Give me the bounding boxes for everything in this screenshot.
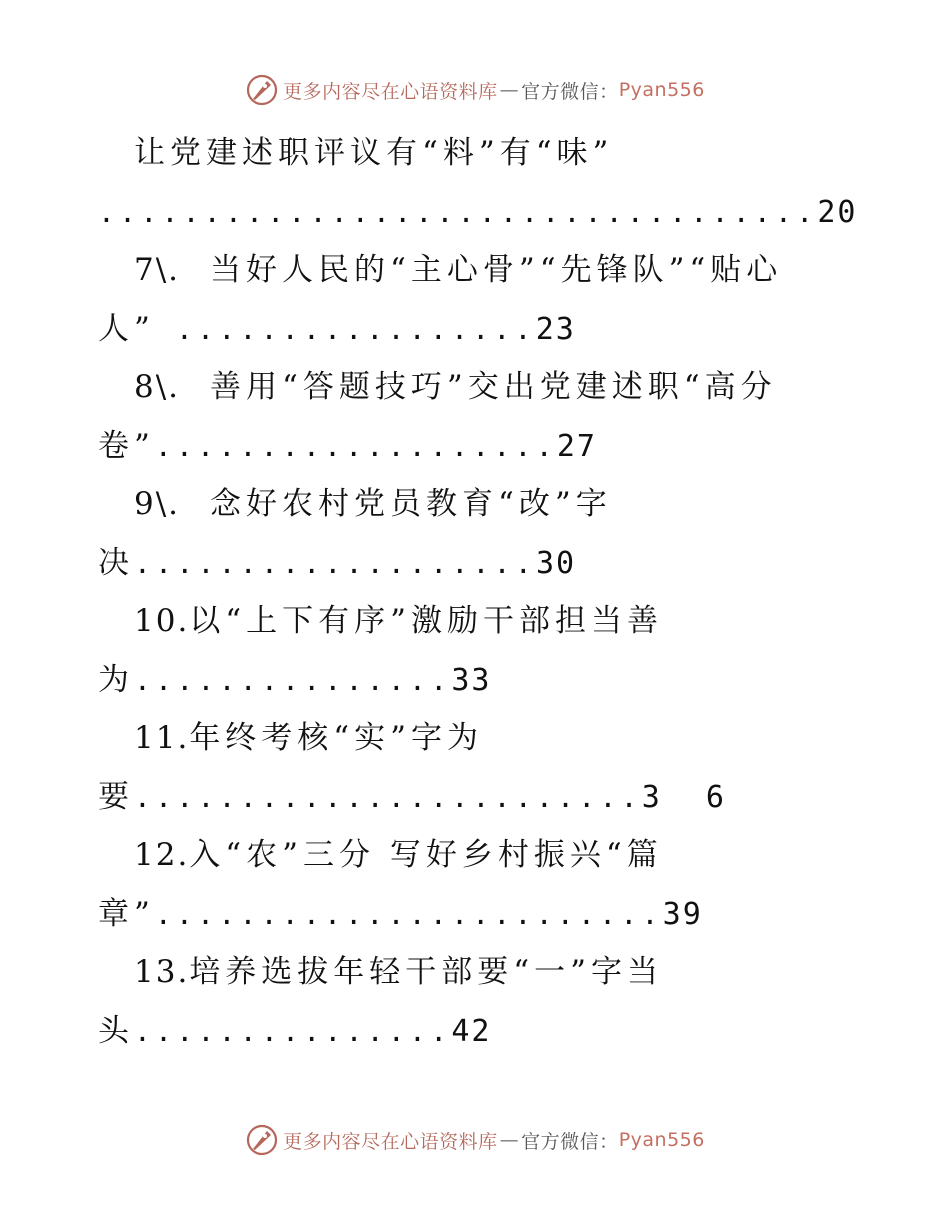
- toc-line: [98, 241, 858, 300]
- banner-wechat-label: 官方微信：: [521, 80, 619, 103]
- toc-leader-dots: ...............: [134, 1014, 452, 1048]
- toc-leader-dots: ...................: [154, 429, 557, 463]
- toc-line: [98, 358, 858, 417]
- table-of-contents: [98, 124, 858, 1060]
- toc-entry-title: 决: [98, 544, 134, 581]
- toc-entry-title: 年终考核“实”字为: [189, 720, 484, 756]
- banner-wechat-label: 官方微信：: [521, 1130, 619, 1153]
- toc-entry-number: 11.: [134, 720, 190, 756]
- toc-page-number: 20: [817, 194, 858, 230]
- toc-line: [98, 651, 858, 710]
- banner-dash: —: [499, 79, 520, 101]
- toc-leader-dots: ..................................: [98, 195, 818, 229]
- toc-page-number: 33: [451, 662, 492, 698]
- toc-leader-dots: ...............: [134, 663, 452, 697]
- toc-entry-title: 章”: [98, 895, 155, 932]
- toc-leader-dots: ........................: [134, 780, 642, 814]
- toc-line: [98, 124, 858, 183]
- banner-dash: —: [499, 1129, 520, 1151]
- toc-entry-title: 入“农”三分 写好乡村振兴“篇: [189, 837, 663, 873]
- toc-entry-title: 人”: [98, 310, 155, 347]
- pen-nib-icon: [245, 73, 279, 107]
- toc-line: [98, 885, 858, 944]
- toc-page-number: 27: [556, 428, 597, 464]
- toc-entry-title: 当好人民的“主心骨”“先锋队”“贴心: [210, 252, 783, 288]
- toc-leader-dots: ........................: [154, 897, 663, 931]
- toc-entry-title: 头: [98, 1012, 134, 1049]
- toc-entry-title: 要: [98, 778, 134, 815]
- toc-line: [98, 826, 858, 885]
- banner-text: 更多内容尽在心语资料库: [283, 1130, 498, 1153]
- toc-page-number: 39: [662, 896, 703, 932]
- toc-entry-title: 为: [98, 661, 134, 698]
- banner-text: 更多内容尽在心语资料库: [283, 80, 498, 103]
- toc-entry-number: 10.: [134, 603, 190, 639]
- toc-page-number: 42: [451, 1013, 492, 1049]
- toc-line: [98, 183, 858, 242]
- toc-entry-number: 9\.: [134, 486, 181, 522]
- toc-entry-title: 以“上下有序”激励干部担当善: [189, 603, 664, 639]
- toc-entry-title: 培养选拔年轻干部要“一”字当: [189, 954, 664, 990]
- toc-line: [98, 300, 858, 359]
- toc-line: [98, 709, 858, 768]
- toc-entry-number: 7\.: [134, 252, 181, 288]
- toc-line: [98, 943, 858, 1002]
- toc-entry-title: 念好农村党员教育“改”字: [210, 486, 612, 522]
- toc-line: [98, 1002, 858, 1061]
- toc-page-number: 30: [536, 545, 577, 581]
- banner-account: Pyan556: [618, 1129, 705, 1151]
- pen-nib-icon: [245, 1123, 279, 1157]
- toc-line: [98, 417, 858, 476]
- toc-entry-number: 8\.: [134, 369, 181, 405]
- toc-line: [98, 475, 858, 534]
- toc-entry-title: 善用“答题技巧”交出党建述职“高分: [210, 369, 777, 405]
- toc-leader-dots: ...................: [134, 546, 536, 580]
- toc-page-number: 3 6: [641, 779, 738, 815]
- toc-line: [98, 592, 858, 651]
- toc-line: [98, 534, 858, 593]
- toc-entry-title: 让党建述职评议有“料”有“味”: [134, 135, 614, 171]
- toc-entry-title: 卷”: [98, 427, 155, 464]
- banner-account: Pyan556: [618, 79, 705, 101]
- footer-watermark: [0, 1120, 950, 1160]
- toc-entry-number: 12.: [134, 837, 190, 873]
- toc-entry-number: 13.: [134, 954, 190, 990]
- toc-leader-dots: .................: [154, 312, 536, 346]
- toc-line: [98, 768, 858, 827]
- header-watermark: [0, 70, 950, 110]
- toc-page-number: 23: [535, 311, 576, 347]
